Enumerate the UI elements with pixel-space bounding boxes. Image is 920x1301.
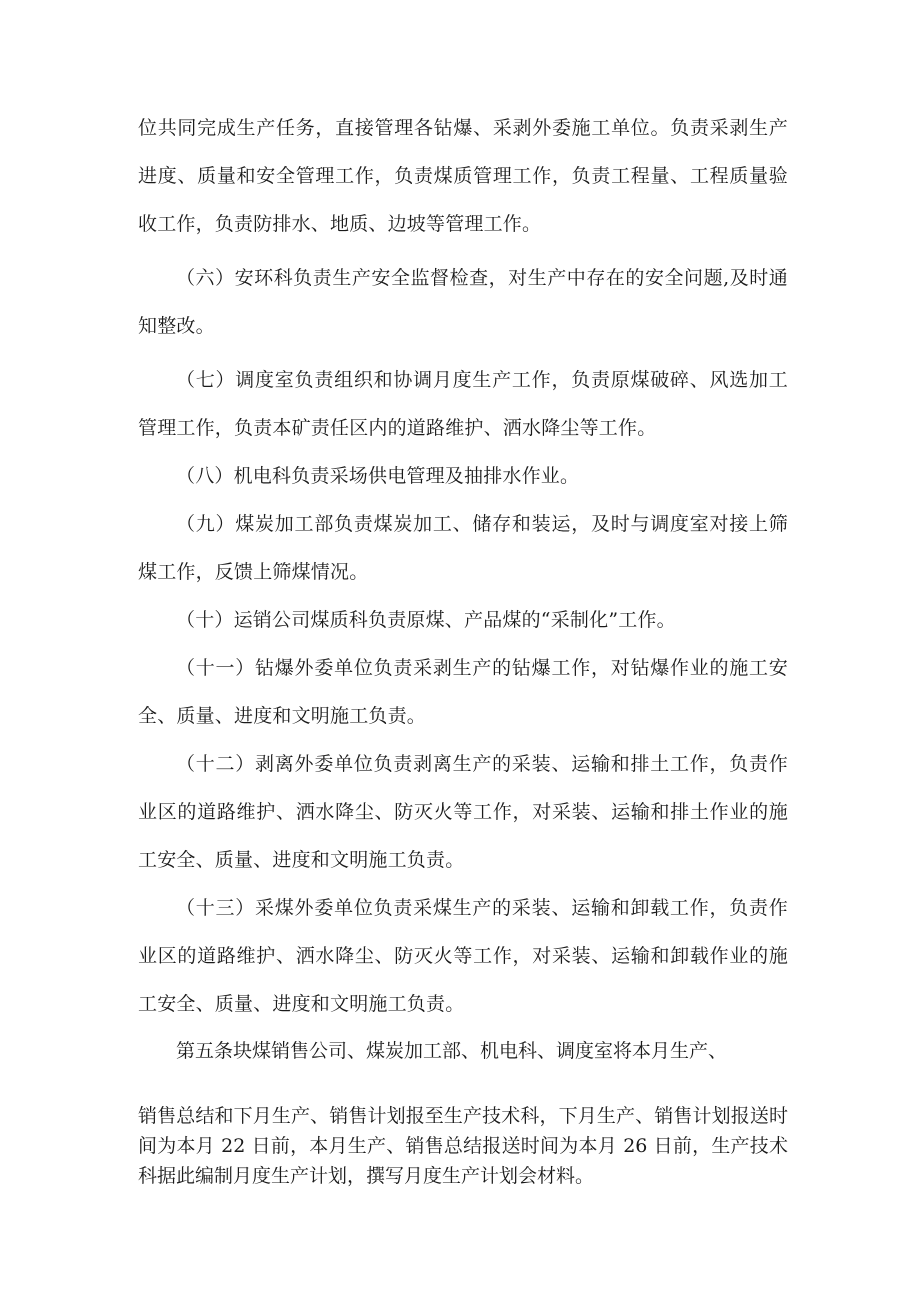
paragraph-item-13: （十三）采煤外委单位负责采煤生产的采装、运输和卸载工作，负责作业区的道路维护、洒水降尘、防灭火等工作，对采装、运输和卸载作业的施工安全、质量、进度和文明施工负责。: [138, 897, 788, 1015]
article-5-heading-line: 第五条块煤销售公司、煤炭加工部、机电科、调度室将本月生产、: [176, 1040, 728, 1062]
paragraph-continued: 位共同完成生产任务，直接管理各钻爆、采剥外委施工单位。负责采剥生产进度、质量和安全管理工作，负责煤质管理工作，负责工程量、工程质量验收工作，负责防排水、地质、边坡等管理工作。: [138, 117, 788, 235]
paragraph-item-11: （十一）钻爆外委单位负责采剥生产的钻爆工作，对钻爆作业的施工安全、质量、进度和文明施工负责。: [138, 657, 788, 727]
paragraph-item-6: （六）安环科负责生产安全监督检查，对生产中存在的安全问题,及时通知整改。: [138, 267, 788, 337]
paragraph-item-10: （十）运销公司煤质科负责原煤、产品煤的“采制化”工作。: [176, 609, 676, 631]
paragraph-item-12: （十二）剥离外委单位负责剥离生产的采装、运输和排土工作，负责作业区的道路维护、洒水降尘、防灭火等工作，对采装、运输和排土作业的施工安全、质量、进度和文明施工负责。: [138, 753, 788, 871]
paragraph-item-8: （八）机电科负责采场供电管理及抽排水作业。: [176, 465, 580, 487]
paragraph-item-9: （九）煤炭加工部负责煤炭加工、储存和装运，及时与调度室对接上筛煤工作，反馈上筛煤情况。: [138, 513, 788, 583]
article-5-body: 销售总结和下月生产、销售计划报至生产技术科，下月生产、销售计划报送时间为本月 22 日前，本月生产、销售总结报送时间为本月 26 日前，生产技术科据此编制月度生产计划，撰写月度生产计划会材料。: [138, 1105, 788, 1187]
paragraph-item-7: （七）调度室负责组织和协调月度生产工作，负责原煤破碎、风选加工管理工作，负责本矿责任区内的道路维护、洒水降尘等工作。: [138, 369, 788, 439]
